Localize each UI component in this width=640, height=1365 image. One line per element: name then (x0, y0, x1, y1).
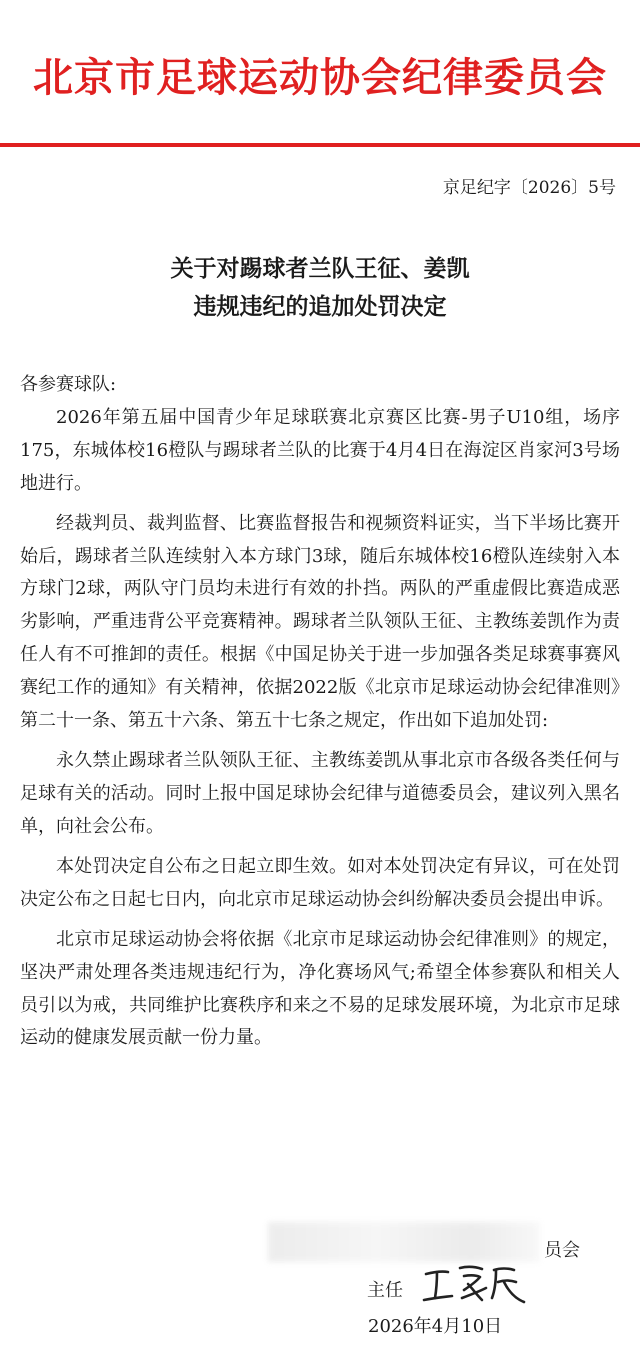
paragraph-3: 永久禁止踢球者兰队领队王征、主教练姜凯从事北京市各级各类任何与足球有关的活动。同时上报中国足球协会纪律与道德委员会，建议列入黑名单，向社会公布。 (20, 749, 620, 837)
blurred-region (268, 1222, 540, 1262)
paragraph-5: 北京市足球运动协会将依据《北京市足球运动协会纪律准则》的规定，坚决严肃处理各类违规违纪行为，净化赛场风气;希望全体参赛队和相关人员引以为戒，共同维护比赛秩序和来之不易的足球发展环境，为北京市足球运动的健康发展贡献一份力量。 (20, 928, 620, 1049)
paragraph-2: 经裁判员、裁判监督、比赛监督报告和视频资料证实，当下半场比赛开始后，踢球者兰队连续射入本方球门3球，随后东城体校16橙队连续射入本方球门2球，两队守门员均未进行有效的扑挡。两队的严重虚假比赛造成恶劣影响，严重违背公平竞赛精神。踢球者兰队领队王征、主教练姜凯作为责任人有不可推卸的责任。根据《中国足协关于进一步加强各类足球赛事赛风赛纪工作的通知》有关精神，依据2022版《北京市足球运动协会纪律准则》第二十一条、第五十六条、第五十七条之规定，作出如下追加处罚: (20, 512, 620, 731)
signoff-org-suffix: 员会 (544, 1240, 580, 1261)
paragraph-1: 2026年第五届中国青少年足球联赛北京赛区比赛-男子U10组，场序175，东城体校16橙队与踢球者兰队的比赛于4月4日在海淀区肖家河3号场地进行。 (20, 407, 620, 494)
salutation: 各参赛球队: (20, 374, 117, 395)
signoff-date: 2026年4月10日 (368, 1316, 503, 1337)
document-number: 京足纪字〔2026〕5号 (442, 178, 616, 198)
document-body (20, 402, 620, 1063)
document-title-line-2: 违规违纪的追加处罚决定 (193, 293, 447, 320)
red-header-rule (0, 143, 640, 147)
document-header-title: 北京市足球运动协会纪律委员会 (33, 55, 607, 101)
handwritten-signature (420, 1258, 530, 1308)
document-title-line-1: 关于对踢球者兰队王征、姜凯 (170, 255, 470, 282)
signoff-title: 主任 (367, 1280, 403, 1301)
paragraph-4: 本处罚决定自公布之日起立即生效。如对本处罚决定有异议，可在处罚决定公布之日起七日内，向北京市足球运动协会纠纷解决委员会提出申诉。 (20, 855, 620, 910)
